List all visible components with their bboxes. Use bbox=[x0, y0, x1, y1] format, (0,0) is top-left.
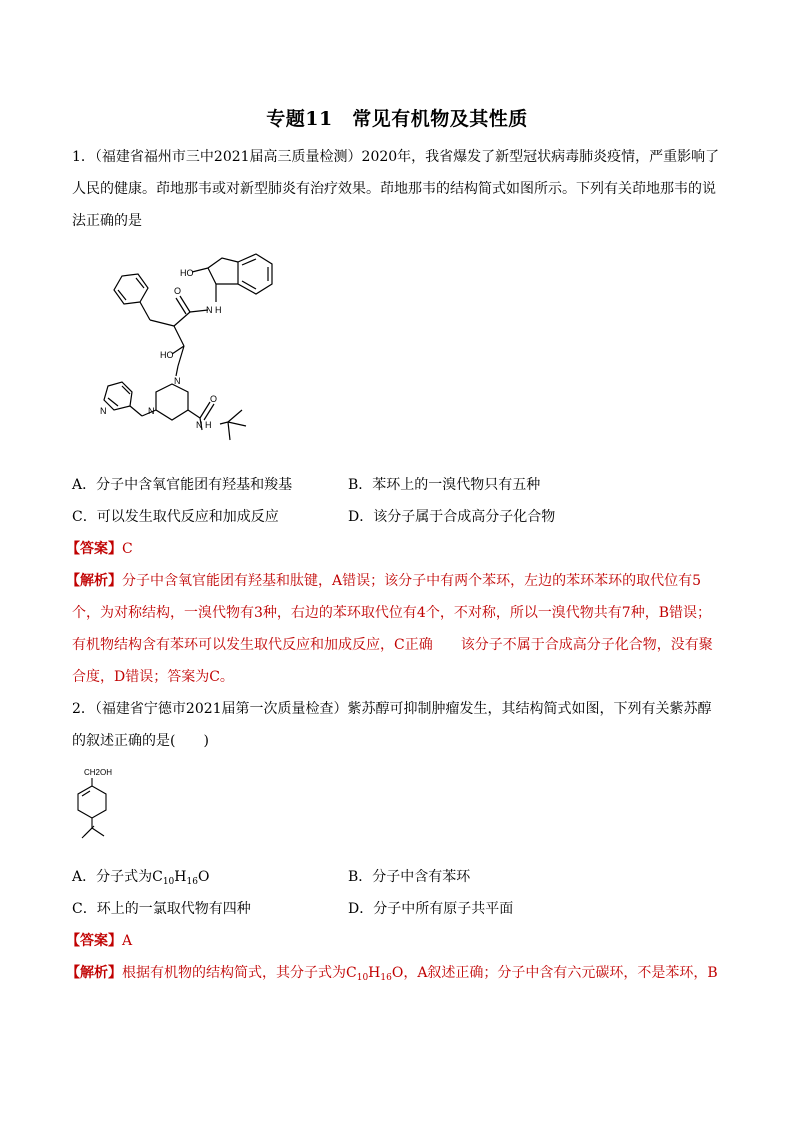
q1-option-c: C．可以发生取代反应和加成反应 bbox=[72, 509, 279, 525]
label-n-pyridine: N bbox=[100, 406, 107, 416]
label-ho-top: HO bbox=[180, 268, 194, 278]
label-ch2oh: CH2OH bbox=[84, 768, 113, 777]
q2-explain-sub2: 16 bbox=[380, 973, 392, 983]
q2-answer bbox=[66, 930, 132, 950]
perillyl-alcohol-structure-diagram bbox=[70, 766, 140, 846]
q2-option-a-mid: H bbox=[174, 869, 187, 885]
q2-option-c: C．环上的一氯取代物有四种 bbox=[72, 901, 251, 917]
q1-option-d: D．该分子属于合成高分子化合物 bbox=[348, 509, 556, 525]
label-n-piperazine-1: N bbox=[174, 376, 181, 386]
q2-explain-mid: H bbox=[368, 965, 381, 981]
label-ho-mid: HO bbox=[160, 350, 174, 360]
label-o-amide: O bbox=[210, 394, 218, 404]
q2-explain-post: O，A叙述正确；分子中含有六元碳环，不是苯环，B bbox=[391, 965, 718, 981]
q2-option-d: D．分子中所有原子共平面 bbox=[348, 901, 514, 917]
q1-explain-line-3: 有机物结构含有苯环可以发生取代反应和加成反应，C正确 该分子不属于合成高分子化合物，没有聚 bbox=[72, 637, 713, 653]
label-nh-top: N H bbox=[206, 305, 222, 315]
answer-value: C bbox=[122, 541, 133, 557]
indinavir-structure-diagram bbox=[80, 250, 280, 460]
label-nh-amide: N H bbox=[196, 420, 212, 430]
explain-tag: 【解析】 bbox=[66, 965, 122, 981]
q1-stem-line-3: 法正确的是 bbox=[72, 213, 142, 229]
q1-explain-line-4: 合度，D错误；答案为C。 bbox=[72, 669, 234, 685]
q2-option-a-text: A．分子式为C bbox=[72, 869, 163, 885]
q2-option-a-sub2: 16 bbox=[186, 877, 198, 887]
label-o-top: O bbox=[174, 286, 182, 296]
q2-stem-line-2: 的叙述正确的是( ) bbox=[72, 733, 209, 749]
q1-stem-line-2: 人民的健康。茚地那韦或对新型肺炎有治疗效果。茚地那韦的结构简式如图所示。下列有关茚地那韦的说 bbox=[72, 181, 716, 197]
q2-explain-pre: 根据有机物的结构简式，其分子式为C bbox=[122, 965, 357, 981]
label-n-piperazine-2: N bbox=[148, 406, 155, 416]
q2-option-b: B．分子中含有苯环 bbox=[348, 869, 471, 885]
answer-tag: 【答案】 bbox=[66, 541, 122, 557]
explain-text: 分子中含氧官能团有羟基和肽键，A错误；该分子中有两个苯环，左边的苯环苯环的取代位有5 bbox=[122, 573, 702, 589]
q2-stem-line-1: 2．（福建省宁德市2021届第一次质量检查）紫苏醇可抑制肿瘤发生，其结构简式如图，下列有关紫苏醇 bbox=[72, 701, 712, 717]
q2-explain-sub1: 10 bbox=[356, 973, 369, 983]
page-title: 专题11 常见有机物及其性质 bbox=[266, 108, 528, 130]
q2-option-a-sub1: 10 bbox=[162, 877, 175, 887]
q1-option-b: B．苯环上的一溴代物只有五种 bbox=[348, 477, 541, 493]
q2-option-a bbox=[72, 866, 209, 887]
explain-tag: 【解析】 bbox=[66, 573, 122, 589]
q1-explain-line-1 bbox=[66, 570, 701, 590]
q1-explain-line-2: 个，为对称结构，一溴代物有3种，右边的苯环取代位有4个，不对称，所以一溴代物共有7种，B错误； bbox=[72, 605, 712, 621]
answer-tag: 【答案】 bbox=[66, 933, 122, 949]
q1-stem-line-1: 1．（福建省福州市三中2021届高三质量检测）2020年，我省爆发了新型冠状病毒肺炎疫情，严重影响了 bbox=[72, 149, 720, 165]
q2-explain-line-1 bbox=[66, 962, 718, 983]
answer-value: A bbox=[122, 933, 133, 949]
q1-answer bbox=[66, 538, 133, 558]
q1-option-a: A．分子中含氧官能团有羟基和羧基 bbox=[72, 477, 293, 493]
q2-option-a-post: O bbox=[197, 869, 210, 885]
